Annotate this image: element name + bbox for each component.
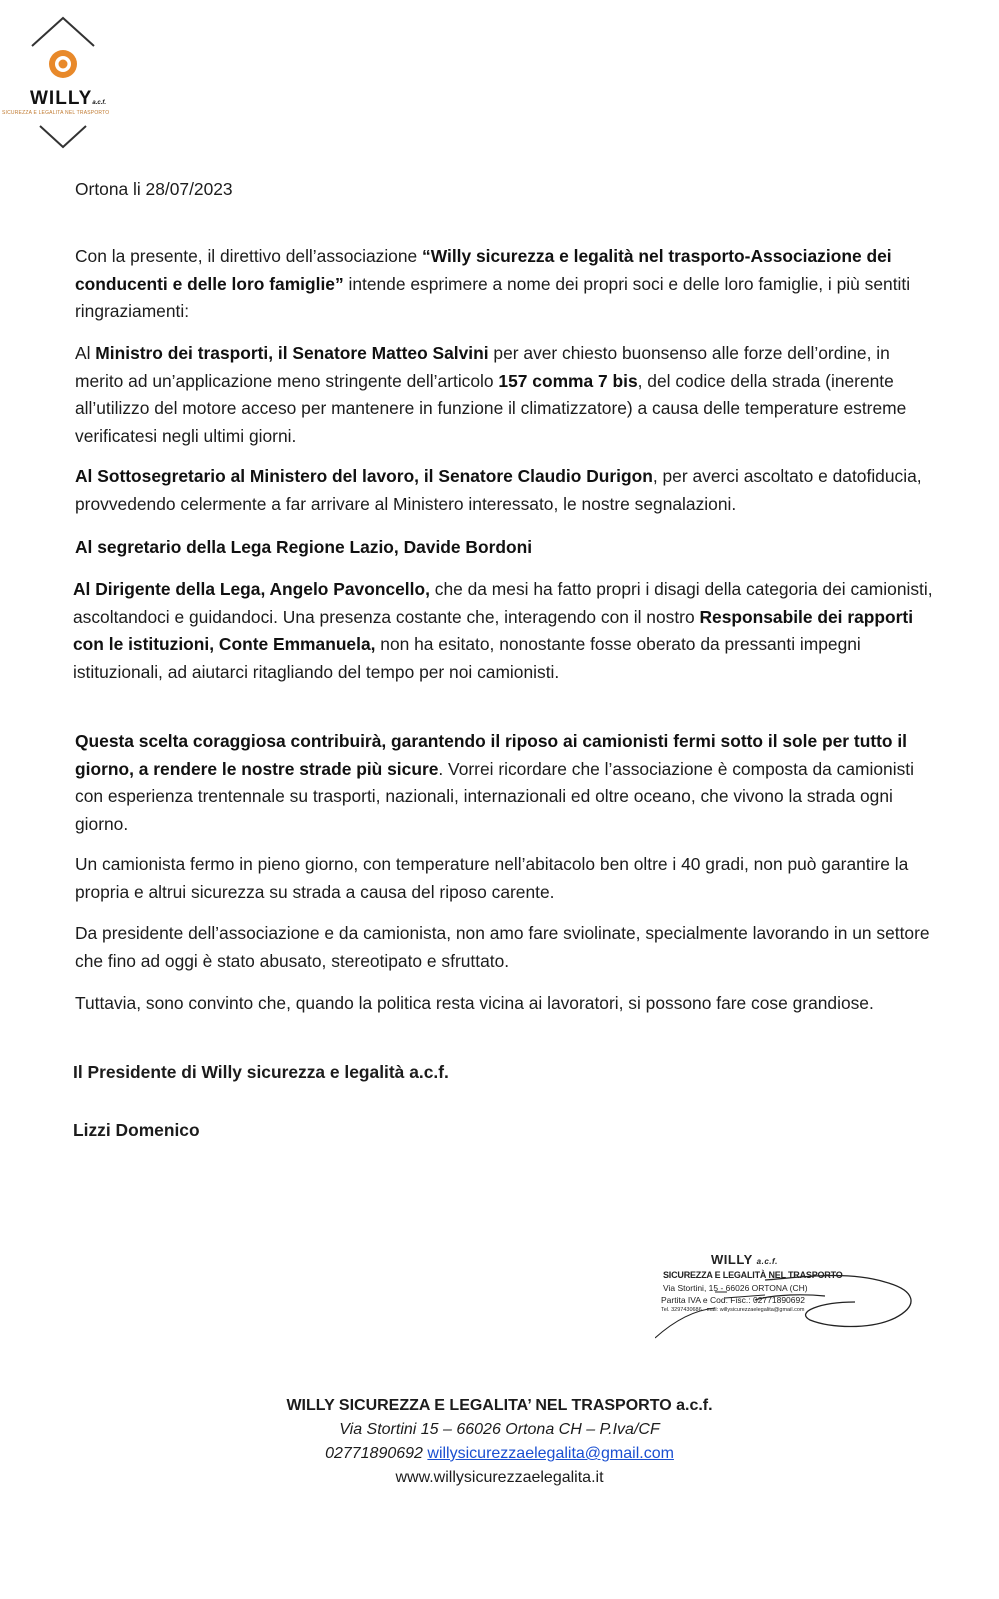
footer-website: www.willysicurezzaelegalita.it [395,1469,604,1486]
paragraph-minister-transport: Al Ministro dei trasporti, il Senatore Matteo Salvini per aver chiesto buonsenso alle forze dell’ordine, in merito ad un’applicazione meno stringente dell’articolo 157 comma 7 bis, del codice della strada (inerente all’utilizzo del motore acceso per mantenere in funzione il climatizzatore) a causa delle temperature estreme verificatesi negli ultimi giorni. [75,343,907,446]
footer-email-link[interactable]: willysicurezzaelegalita@gmail.com [427,1445,674,1462]
paragraph-lega-secretary: Al segretario della Lega Regione Lazio, Davide Bordoni [75,537,533,557]
letterhead-footer [0,1394,999,1490]
paragraph-undersecretary: Al Sottosegretario al Ministero del lavoro, il Senatore Claudio Durigon, per averci ascoltato e datofiducia, provvedendo celermente a far arrivare al Ministero interessato, le nostre segnalazioni. [75,466,922,514]
paragraph-president: Da presidente dell’associazione e da camionista, non amo fare sviolinate, specialmente lavorando in un settore che fino ad oggi è stato abusato, stereotipato e sfruttato. [75,923,930,971]
letter-date: Ortona li 28/07/2023 [75,179,233,199]
stamp-line-1: SICUREZZA E LEGALITÀ NEL TRASPORTO [663,1270,843,1280]
footer-contacts: 02771890692 willysicurezzaelegalita@gmail.com [325,1445,674,1462]
footer-address: Via Stortini 15 – 66026 Ortona CH – P.Iva/CF [339,1421,660,1438]
logo-diamond-icon [0,8,140,158]
stamp-line-3: Partita IVA e Cod. Fisc.: 02771890692 [661,1295,805,1305]
logo-brand: WILLYa.c.f. [30,88,107,109]
stamp-line-2: Via Stortini, 15 - 66026 ORTONA (CH) [663,1283,808,1293]
willy-logo [0,8,140,158]
handwritten-signature-icon [655,1250,935,1350]
footer-org-name: WILLY SICUREZZA E LEGALITA’ NEL TRASPORTO a.c.f. [286,1397,713,1414]
paragraph-lega-manager: Al Dirigente della Lega, Angelo Pavoncello, che da mesi ha fatto propri i disagi della categoria dei camionisti, ascoltandoci e guidandoci. Una presenza costante che, interagendo con il nostro Responsabile dei rapporti con le istituzioni, Conte Emmanuela, non ha esitato, nonostante fosse oberato da pressanti impegni istituzionali, ad aiutarci ritagliando del tempo per noi camionisti. [73,579,933,682]
signature-title: Il Presidente di Willy sicurezza e legalità a.c.f. [73,1062,449,1082]
stamp-line-4: Tel. 3297430686 - mail: willysicurezzaelegalita@gmail.com [661,1307,805,1313]
paragraph-intro: Con la presente, il direttivo dell’associazione “Willy sicurezza e legalità nel trasporto-Associazione dei conducenti e delle loro famiglie” intende esprimere a nome dei propri soci e delle loro famiglie, i più sentiti ringraziamenti: [75,246,911,321]
paragraph-heat: Un camionista fermo in pieno giorno, con temperature nell’abitacolo ben oltre i 40 gradi, non può garantire la propria e altrui sicurezza su strada a causa del riposo carente. [75,854,909,902]
stamp-brand: WILLY a.c.f. [711,1252,778,1267]
signature-name: Lizzi Domenico [73,1120,200,1140]
paragraph-conclusion: Tuttavia, sono convinto che, quando la politica resta vicina ai lavoratori, si possono fare cose grandiose. [75,993,874,1013]
association-stamp [655,1250,935,1350]
logo-tagline: SICUREZZA E LEGALITA NEL TRASPORTO [2,110,110,116]
paragraph-courageous-choice: Questa scelta coraggiosa contribuirà, garantendo il riposo ai camionisti fermi sotto il sole per tutto il giorno, a rendere le nostre strade più sicure. Vorrei ricordare che l’associazione è composta da camionisti con esperienza trentennale su trasporti, nazionali, internazionali ed oltre oceano, che vivono la strada ogni giorno. [75,731,914,834]
